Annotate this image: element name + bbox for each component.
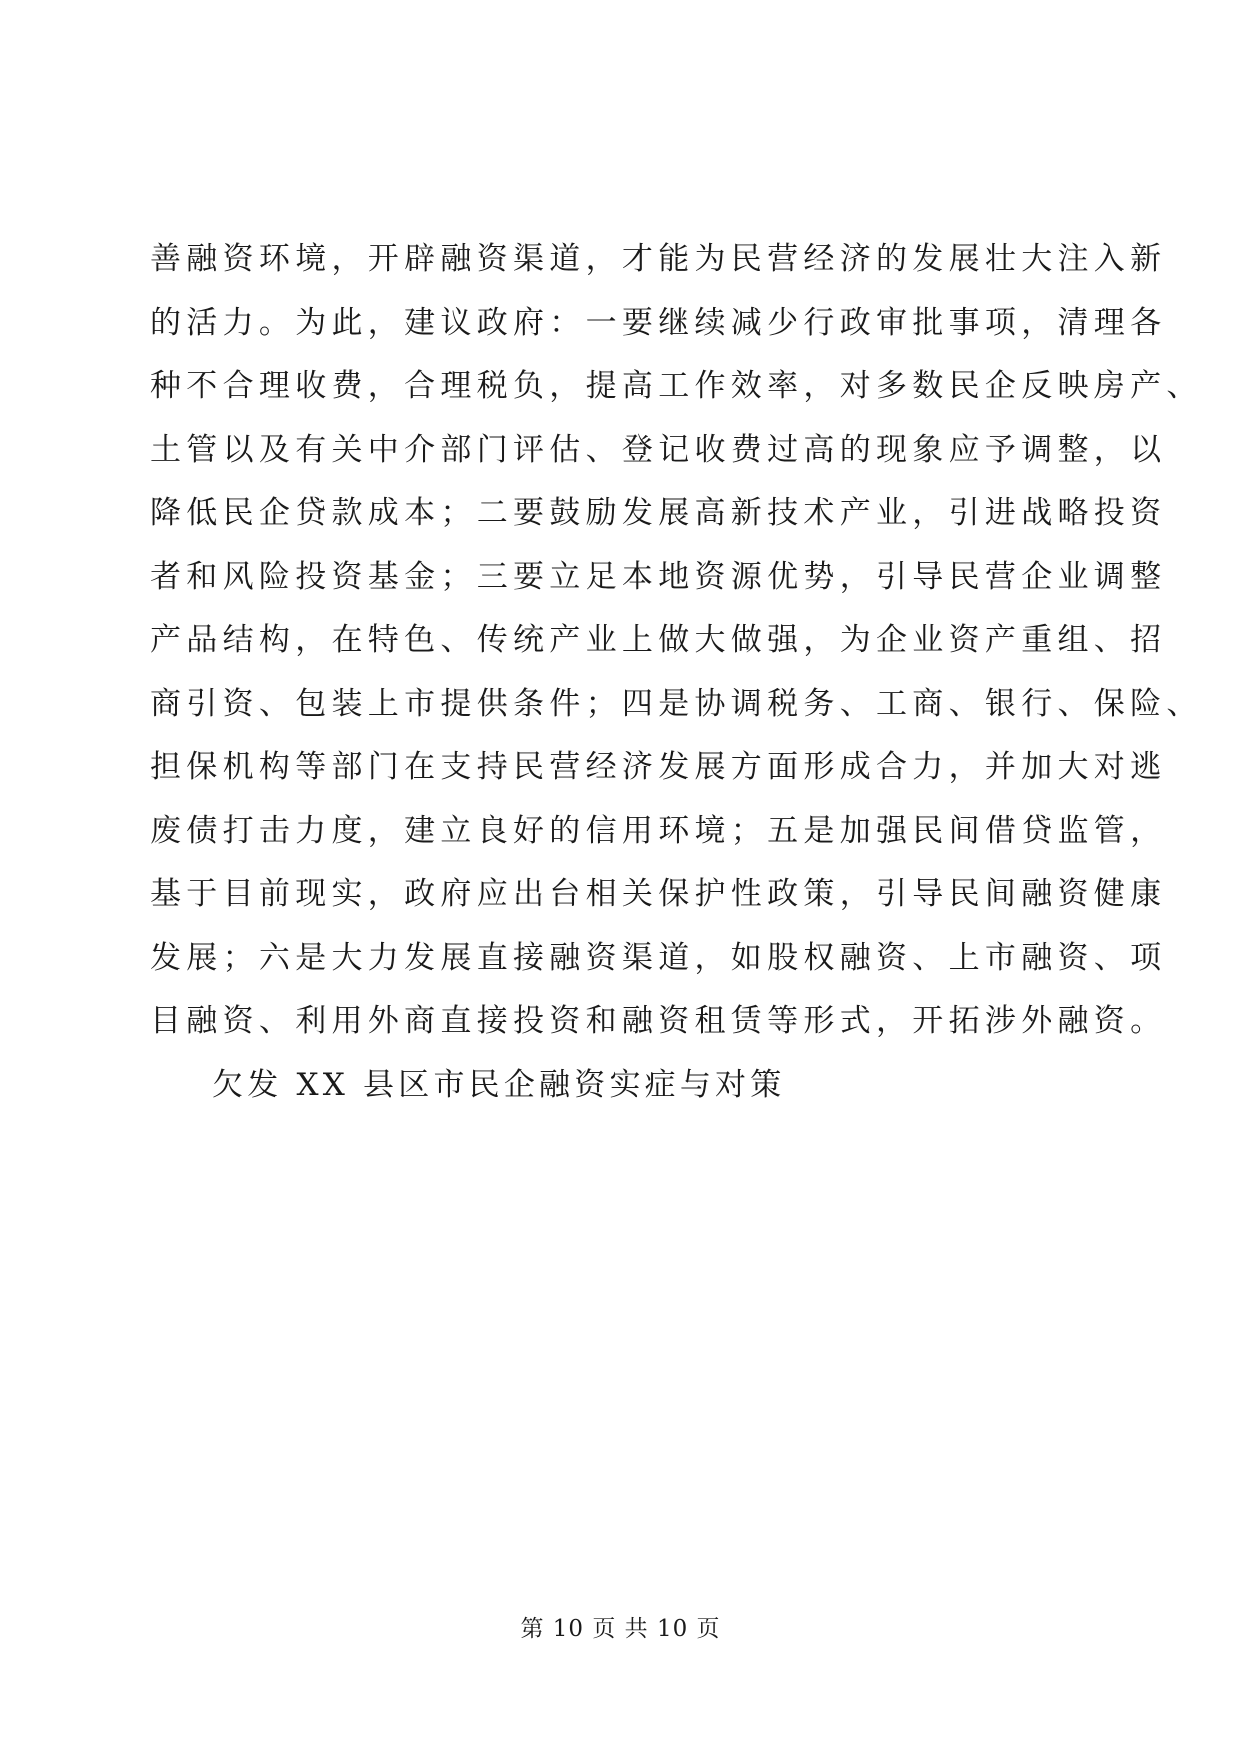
text-line: 商引资、包装上市提供条件；四是协调税务、工商、银行、保险、	[150, 685, 1203, 722]
page-footer	[0, 1610, 1241, 1643]
text-line: 废债打击力度，建立良好的信用环境；五是加强民间借贷监管，	[150, 812, 1167, 849]
text-line: 善融资环境，开辟融资渠道，才能为民营经济的发展壮大注入新	[150, 241, 1167, 277]
text-line: 基于目前现实，政府应出台相关保护性政策，引导民间融资健康	[150, 876, 1167, 912]
text-line: 担保机构等部门在支持民营经济发展方面形成合力，并加大对逃	[150, 749, 1167, 785]
text-line: 土管以及有关中介部门评估、登记收费过高的现象应予调整，以	[150, 431, 1167, 468]
text-line: 种不合理收费，合理税负，提高工作效率，对多数民企反映房产、	[150, 368, 1203, 404]
page-number: 第 10 页 共 10 页	[520, 1616, 721, 1642]
text-line: 产品结构，在特色、传统产业上做大做强，为企业资产重组、招	[150, 622, 1167, 658]
body-text	[150, 228, 1203, 1117]
section-subtitle: 欠发 XX 县区市民企融资实症与对策	[212, 1066, 786, 1103]
text-line: 者和风险投资基金；三要立足本地资源优势，引导民营企业调整	[150, 558, 1167, 595]
text-line: 的活力。为此，建议政府：一要继续减少行政审批事项，清理各	[150, 304, 1167, 341]
text-line: 降低民企贷款成本；二要鼓励发展高新技术产业，引进战略投资	[150, 495, 1167, 531]
text-line: 目融资、利用外商直接投资和融资租赁等形式，开拓涉外融资。	[150, 1003, 1167, 1039]
text-line: 发展；六是大力发展直接融资渠道，如股权融资、上市融资、项	[150, 939, 1167, 976]
